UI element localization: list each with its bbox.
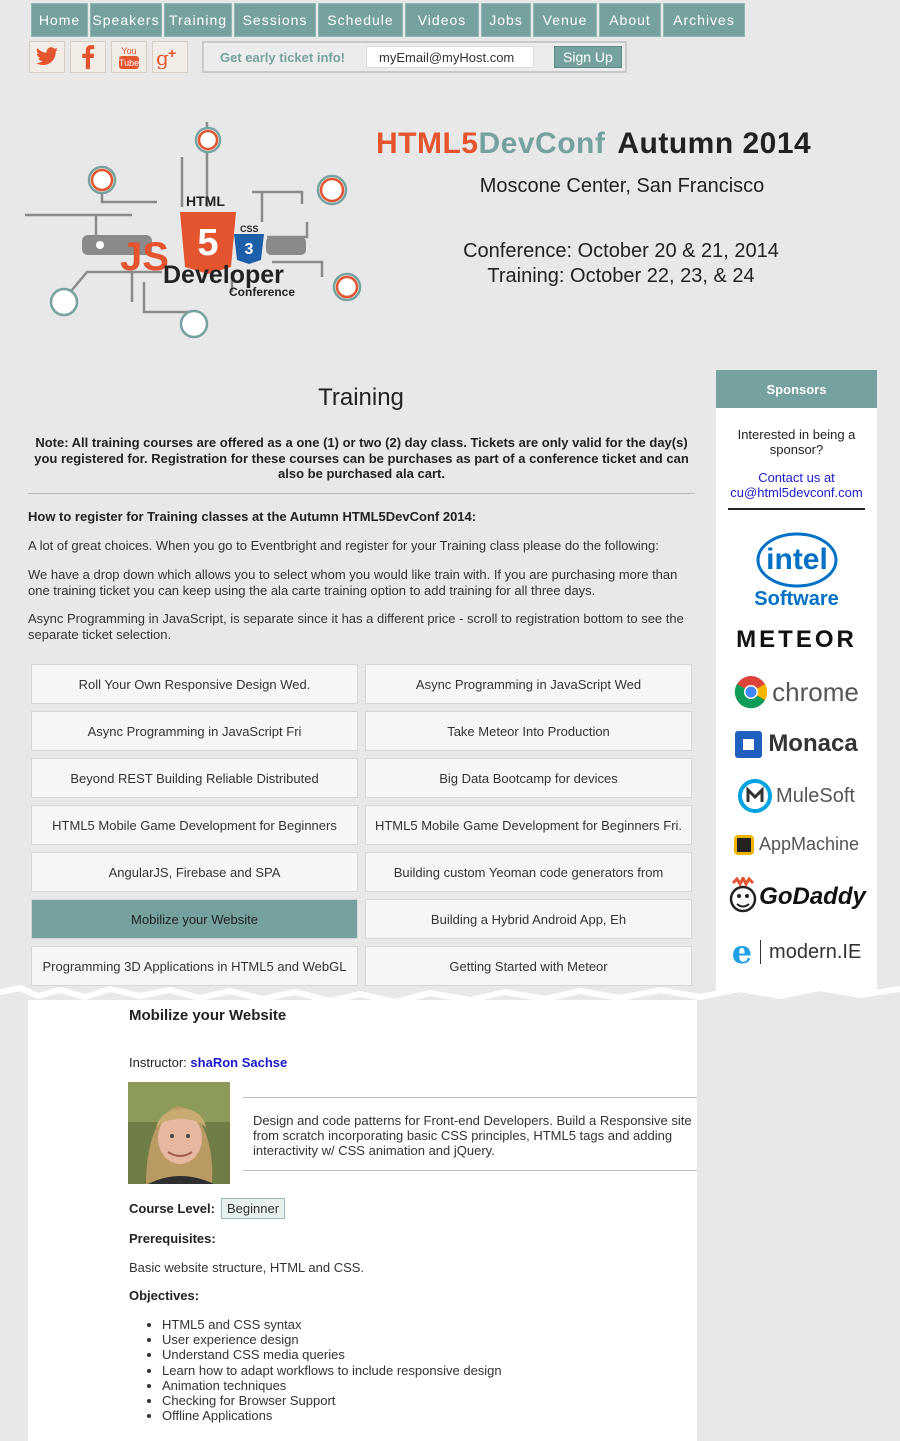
course-tab[interactable]: Async Programming in JavaScript Wed bbox=[365, 664, 692, 704]
sign-up-button[interactable]: Sign Up bbox=[554, 46, 622, 68]
objectives-heading: Objectives: bbox=[129, 1288, 200, 1303]
ie-icon: e bbox=[731, 933, 753, 971]
title-season: Autumn 2014 bbox=[617, 127, 812, 160]
svg-text:JS: JS bbox=[120, 235, 169, 279]
objective-item: • Offline Applications bbox=[162, 1408, 502, 1423]
conference-dates bbox=[440, 239, 802, 289]
logo-separator bbox=[760, 940, 761, 964]
training-date-line: Training: October 22, 23, & 24 bbox=[487, 265, 755, 287]
contact-text: Contact us at bbox=[758, 470, 835, 485]
appmachine-logo[interactable] bbox=[716, 822, 877, 867]
intel-software-text: Software bbox=[754, 587, 839, 610]
venue-text: Moscone Center, San Francisco bbox=[479, 175, 765, 197]
svg-text:Conference: Conference bbox=[229, 285, 296, 299]
objective-item: • Checking for Browser Support bbox=[162, 1393, 502, 1408]
register-paragraph: A lot of great choices. When you go to Eventbright and register for your Training class please do the following: bbox=[28, 538, 659, 553]
svg-text:intel: intel bbox=[765, 542, 828, 576]
sponsor-question: Interested in being a sponsor? bbox=[737, 427, 856, 457]
register-paragraph: Async Programming in JavaScript, is separate since it has a different price - scroll to registration bottom to see the separate ticket selection. bbox=[28, 611, 684, 642]
appmachine-text: AppMachine bbox=[758, 834, 860, 854]
objective-item: • Animation techniques bbox=[162, 1378, 502, 1393]
course-tab-active[interactable]: Mobilize your Website bbox=[31, 899, 358, 939]
html5-developer-conference-logo bbox=[22, 122, 367, 347]
nav-training[interactable]: Training bbox=[164, 3, 232, 37]
mulesoft-icon bbox=[738, 779, 772, 813]
svg-text:3: 3 bbox=[244, 241, 254, 258]
early-ticket-signup bbox=[202, 41, 627, 73]
facebook-icon[interactable] bbox=[70, 41, 106, 73]
twitter-icon[interactable] bbox=[29, 41, 65, 73]
svg-text:Tube: Tube bbox=[118, 58, 140, 68]
course-tab[interactable]: AngularJS, Firebase and SPA bbox=[31, 852, 358, 892]
prerequisites-text: Basic website structure, HTML and CSS. bbox=[129, 1260, 365, 1275]
nav-venue[interactable]: Venue bbox=[533, 3, 597, 37]
sponsor-logos bbox=[716, 528, 877, 977]
divider bbox=[243, 1097, 697, 1098]
course-title: Mobilize your Website bbox=[129, 1007, 287, 1024]
divider bbox=[28, 493, 695, 494]
svg-text:HTML: HTML bbox=[186, 193, 225, 209]
email-field[interactable] bbox=[366, 46, 534, 68]
instructor-label: Instructor: bbox=[129, 1055, 187, 1070]
nav-jobs[interactable]: Jobs bbox=[481, 3, 531, 37]
svg-text:Developer: Developer bbox=[163, 261, 284, 289]
signup-label: Get early ticket info! bbox=[220, 49, 345, 65]
nav-archives[interactable]: Archives bbox=[663, 3, 745, 37]
course-tab[interactable]: HTML5 Mobile Game Development for Beginners Fri. bbox=[365, 805, 692, 845]
course-level bbox=[129, 1198, 285, 1219]
course-grid bbox=[31, 664, 693, 986]
course-tab[interactable]: Roll Your Own Responsive Design Wed. bbox=[31, 664, 358, 704]
nav-speakers[interactable]: Speakers bbox=[90, 3, 162, 37]
mulesoft-logo[interactable] bbox=[716, 770, 877, 822]
top-nav bbox=[31, 3, 769, 37]
godaddy-logo[interactable] bbox=[716, 867, 877, 927]
godaddy-text: GoDaddy bbox=[759, 883, 866, 910]
instructor-name-link[interactable]: shaRon Sachse bbox=[190, 1055, 288, 1070]
monaca-icon bbox=[735, 731, 762, 758]
appmachine-icon bbox=[734, 835, 754, 855]
sponsor-contact-link[interactable] bbox=[716, 470, 877, 500]
svg-text:g: g bbox=[156, 46, 169, 69]
course-tab[interactable]: Take Meteor Into Production bbox=[365, 711, 692, 751]
sponsors-heading: Sponsors bbox=[716, 370, 877, 408]
objective-item: • HTML5 and CSS syntax bbox=[162, 1317, 502, 1332]
register-paragraph: We have a drop down which allows you to select whom you would like train with. If you are purchasing more than one training ticket you can keep using the ala carte training option to add training for all three days. bbox=[28, 567, 678, 598]
objectives-list bbox=[162, 1317, 502, 1423]
course-tab[interactable]: Big Data Bootcamp for devices bbox=[365, 758, 692, 798]
chrome-logo[interactable] bbox=[716, 666, 877, 718]
objective-item: • Learn how to adapt workflows to include responsive design bbox=[162, 1363, 502, 1378]
godaddy-mascot-icon bbox=[727, 877, 759, 917]
youtube-icon[interactable] bbox=[111, 41, 147, 73]
register-heading: How to register for Training classes at the Autumn HTML5DevConf 2014: bbox=[28, 509, 477, 524]
objective-item: • Understand CSS media queries bbox=[162, 1347, 502, 1362]
course-tab[interactable]: Beyond REST Building Reliable Distributed bbox=[31, 758, 358, 798]
training-note: Note: All training courses are offered as a one (1) or two (2) day class. Tickets are only valid for the day(s) you registered for. Registration for these courses can be purchases as part of a conference ticket and can also be purchased ala cart. bbox=[34, 435, 689, 481]
page-title: Training bbox=[318, 384, 404, 411]
monaca-text: Monaca bbox=[768, 730, 858, 757]
prerequisites-heading: Prerequisites: bbox=[129, 1231, 216, 1246]
title-devconf: DevConf bbox=[478, 127, 606, 160]
course-tab[interactable]: Async Programming in JavaScript Fri bbox=[31, 711, 358, 751]
course-tab[interactable]: Building custom Yeoman code generators from bbox=[365, 852, 692, 892]
intel-logo-mark bbox=[755, 532, 839, 590]
modern-ie-text: modern.IE bbox=[769, 940, 862, 963]
divider bbox=[728, 508, 865, 510]
course-tab[interactable]: Programming 3D Applications in HTML5 and WebGL bbox=[31, 946, 358, 986]
contact-email[interactable]: cu@html5devconf.com bbox=[730, 485, 863, 500]
course-detail-panel bbox=[28, 1000, 697, 1441]
google-plus-icon[interactable] bbox=[152, 41, 188, 73]
mulesoft-text: MuleSoft bbox=[776, 784, 855, 807]
svg-text:5: 5 bbox=[197, 222, 219, 264]
course-level-badge: Beginner bbox=[221, 1198, 285, 1219]
objective-item: • User experience design bbox=[162, 1332, 502, 1347]
course-tab[interactable]: Getting Started with Meteor bbox=[365, 946, 692, 986]
chrome-icon bbox=[734, 675, 768, 709]
divider bbox=[243, 1170, 697, 1171]
course-tab[interactable]: HTML5 Mobile Game Development for Beginners bbox=[31, 805, 358, 845]
nav-home[interactable]: Home bbox=[31, 3, 88, 37]
meteor-logo[interactable] bbox=[716, 614, 877, 666]
conference-date-line: Conference: October 20 & 21, 2014 bbox=[463, 240, 779, 262]
modern-ie-logo[interactable] bbox=[716, 927, 877, 977]
course-tab[interactable]: Building a Hybrid Android App, Eh bbox=[365, 899, 692, 939]
conference-title bbox=[376, 127, 811, 161]
sponsors-sidebar bbox=[716, 370, 877, 1000]
course-level-label: Course Level: bbox=[129, 1201, 215, 1216]
intel-software-logo[interactable] bbox=[716, 528, 877, 614]
monaca-logo[interactable] bbox=[716, 718, 877, 770]
training-main bbox=[0, 370, 710, 1005]
nav-videos[interactable]: Videos bbox=[405, 3, 479, 37]
svg-text:CSS: CSS bbox=[240, 224, 259, 234]
chrome-text: chrome bbox=[772, 676, 859, 707]
nav-about[interactable]: About bbox=[599, 3, 661, 37]
nav-sessions[interactable]: Sessions bbox=[234, 3, 316, 37]
social-links bbox=[29, 41, 188, 73]
svg-text:You: You bbox=[121, 46, 137, 56]
course-description: Design and code patterns for Front-end Developers. Build a Responsive site from scratch incorporating basic CSS principles, HTML5 tags and adding interactivity w/ CSS animation and jQuery. bbox=[253, 1113, 692, 1158]
meteor-text: METEOR bbox=[736, 626, 857, 653]
instructor-line bbox=[129, 1055, 287, 1070]
nav-schedule[interactable]: Schedule bbox=[318, 3, 403, 37]
svg-text:+: + bbox=[168, 45, 177, 61]
title-html5: HTML5 bbox=[376, 127, 479, 160]
instructor-photo bbox=[128, 1082, 230, 1184]
